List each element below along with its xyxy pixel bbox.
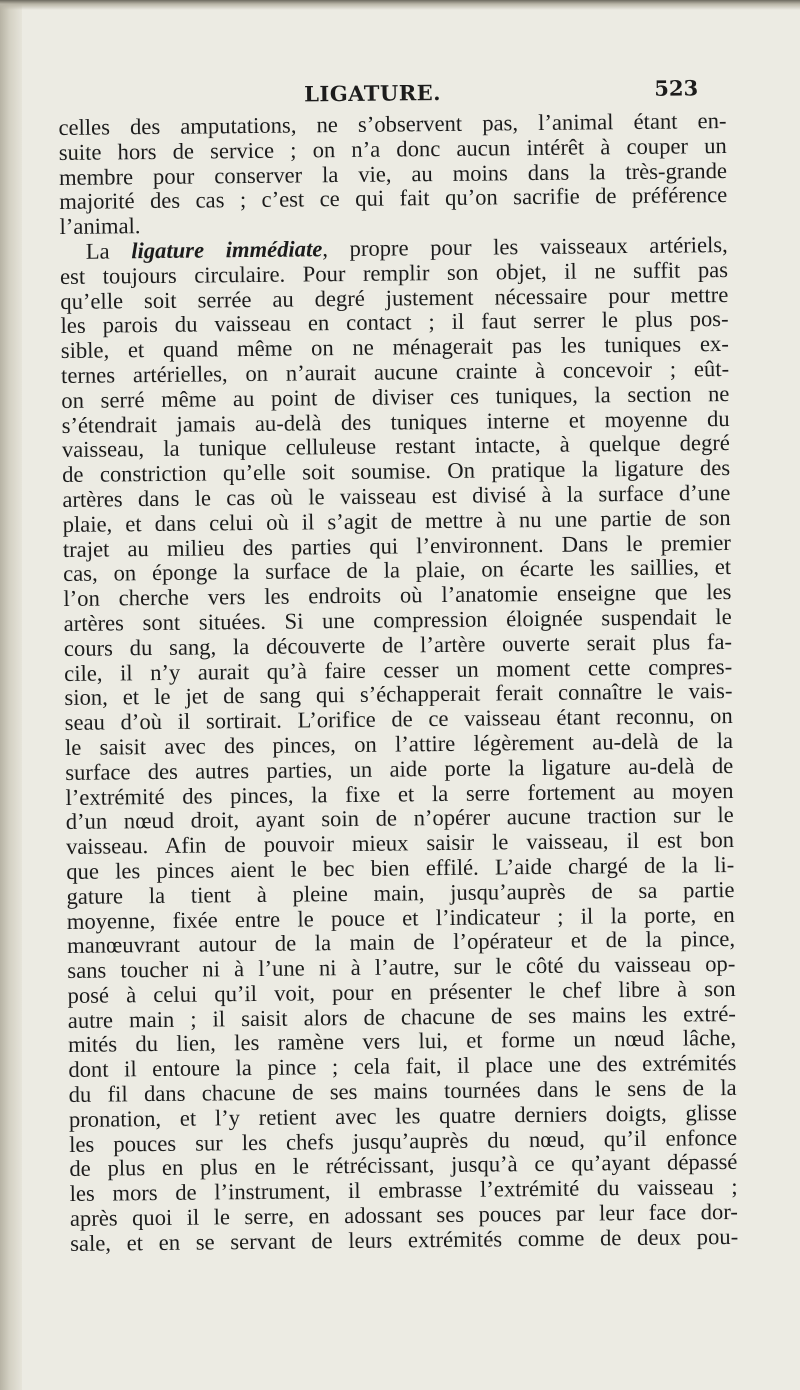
- text-line: posé à celui qu’il voit, pour en présenter le chef libre à son: [67, 975, 736, 1008]
- text-line: manœuvrant autour de la main de l’opérateur et de la pince,: [66, 926, 736, 959]
- text-line: majorité des cas ; c’est ce qui fait qu’on sacrifie de préférence: [59, 182, 728, 215]
- book-binding-edge: [0, 0, 22, 1390]
- text-line: cile, il n’y aurait qu’à faire cesser un moment cette compres-: [64, 653, 733, 686]
- text-line: membre pour conserver la vie, au moins dans la très-grande: [58, 157, 728, 190]
- text-line: ternes artérielles, on n’aurait aucune crainte à concevoir ; eût-: [60, 355, 730, 388]
- page-top-edge: [0, 0, 800, 10]
- text-line: cours du sang, la découverte de l’artère ouverte serait plus fa-: [63, 628, 733, 661]
- text-line: mités du lien, les ramène vers lui, et forme un nœud lâche,: [67, 1025, 737, 1058]
- text-run: La: [85, 238, 132, 264]
- text-line: on serré même au point de diviser ces tuniques, la section ne: [61, 380, 730, 413]
- running-title: LIGATURE.: [304, 79, 442, 107]
- book-page: [58, 73, 738, 1257]
- paragraph-2: [60, 233, 739, 1257]
- text-line: après quoi il le serre, en adossant ses pouces par leur face dor-: [69, 1199, 739, 1231]
- text-line: que les pinces aient le bec bien effilé. L’aide chargé de la li-: [66, 851, 735, 884]
- text-line: cas, on éponge la surface de la plaie, on écarte les saillies, et: [63, 554, 732, 587]
- text-line: qu’elle soit serrée au degré justement nécessaire pour mettre: [60, 281, 729, 314]
- text-line: l’on cherche vers les endroits où l’anatomie enseigne que les: [63, 579, 732, 612]
- text-line: artères sont situées. Si une compression éloignée suspendait le: [63, 603, 732, 636]
- text-line: pronation, et l’y retient avec les quatre derniers doigts, glisse: [68, 1099, 737, 1132]
- page-body: [58, 109, 738, 1257]
- text-line: artères dans le cas où le vaisseau est divisé à la surface d’une: [62, 479, 731, 512]
- text-line: les pouces sur les chefs jusqu’auprès du nœud, qu’il enfonce: [69, 1124, 738, 1157]
- text-run: , propre pour les vaisseaux artériels,: [322, 231, 728, 262]
- paragraph-1: [58, 109, 727, 240]
- text-line: vaisseau, la tunique celluleuse restant intacte, à quelque degré: [61, 430, 730, 463]
- text-line: le saisit avec des pinces, on l’attire légèrement au-delà de la: [64, 727, 734, 760]
- text-line: sible, et quand même on ne ménagerait pas les tuniques ex-: [60, 331, 729, 364]
- text-line: l’extrémité des pinces, la fixe et la serre fortement au moyen: [65, 777, 734, 810]
- text-line: l’animal.: [59, 213, 141, 240]
- text-line: de plus en plus en le rétrécissant, jusqu’à ce qu’ayant dépassé: [69, 1149, 738, 1182]
- text-line: autre main ; il saisit alors de chacune de ses mains les extré-: [67, 1000, 736, 1033]
- emphasized-term: ligature immédiate: [131, 236, 323, 264]
- text-line: surface des autres parties, un aide porte la ligature au-delà de: [65, 752, 734, 785]
- text-line: est toujours circulaire. Pour remplir son objet, il ne suffit pas: [59, 256, 729, 289]
- text-line: suite hors de service ; on n’a donc aucun intérêt à couper un: [58, 132, 727, 165]
- page-number: 523: [654, 75, 699, 101]
- text-line: sion, et le jet de sang qui s’échapperait ferait connaître le vais-: [64, 678, 733, 711]
- text-line: du fil dans chacune de ses mains tournées dans le sens de la: [68, 1075, 737, 1108]
- text-line: dont il entoure la pince ; cela fait, il place une des extrémités: [68, 1050, 737, 1083]
- page-header: [58, 73, 726, 116]
- text-line: moyenne, fixée entre le pouce et l’indicateur ; il la porte, en: [66, 901, 735, 934]
- text-line: vaisseau. Afin de pouvoir mieux saisir le vaisseau, il est bon: [65, 827, 735, 860]
- text-line: les parois du vaisseau en contact ; il faut serrer le plus pos-: [60, 306, 729, 339]
- text-line: les mors de l’instrument, il embrasse l’extrémité du vaisseau ;: [69, 1174, 738, 1207]
- text-line: seau d’où il sortirait. L’orifice de ce vaisseau étant reconnu, on: [64, 703, 733, 736]
- text-line: gature la tient à pleine main, jusqu’auprès de sa partie: [66, 876, 735, 909]
- text-line: plaie, et dans celui où il s’agit de mettre à nu une partie de son: [62, 504, 731, 537]
- text-line: s’étendrait jamais au-delà des tuniques interne et moyenne du: [61, 405, 730, 438]
- text-line: de constriction qu’elle soit soumise. On pratique la ligature des: [62, 455, 731, 488]
- text-line: trajet au milieu des parties qui l’environnent. Dans le premier: [62, 529, 732, 562]
- text-line: d’un nœud droit, ayant soin de n’opérer aucune traction sur le: [65, 802, 734, 835]
- text-line: sale, et en se servant de leurs extrémités comme de deux pou-: [70, 1223, 739, 1256]
- text-line: celles des amputations, ne s’observent pas, l’animal étant en-: [58, 108, 727, 140]
- text-line: sans toucher ni à l’une ni à l’autre, sur le côté du vaisseau op-: [67, 951, 736, 984]
